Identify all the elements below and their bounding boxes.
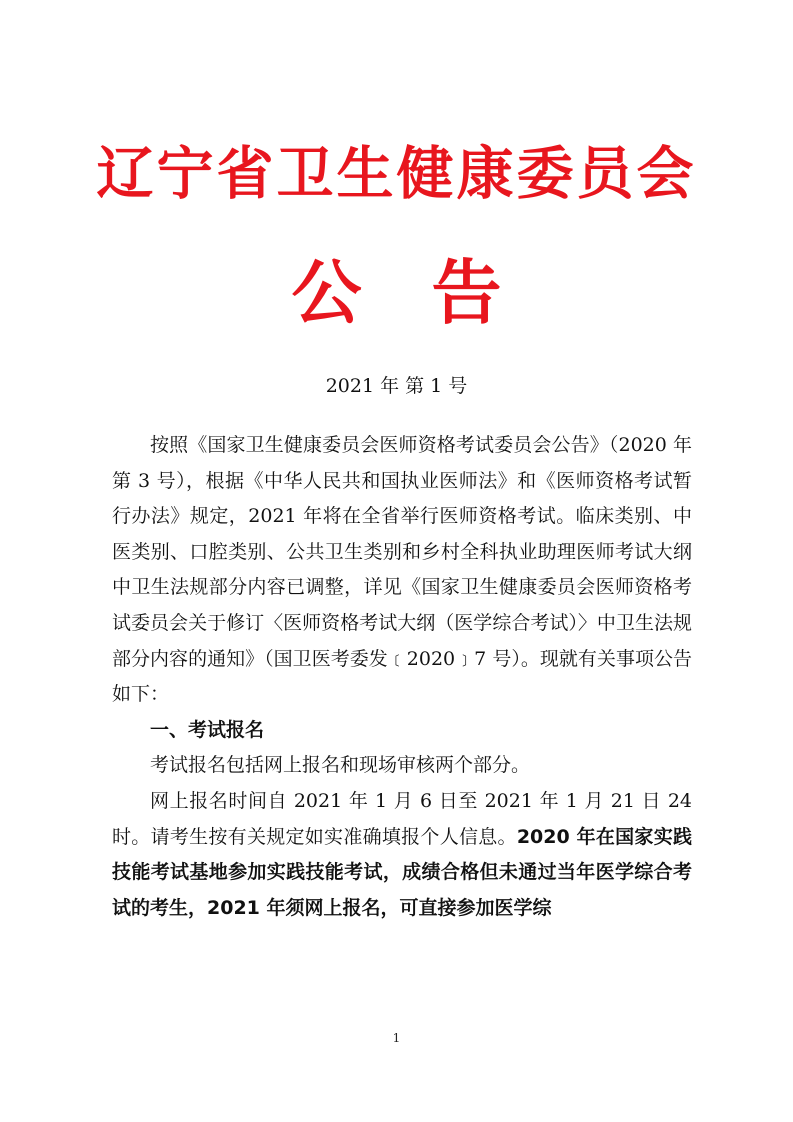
- page-number: 1: [392, 1031, 401, 1045]
- body-paragraph: 考试报名包括网上报名和现场审核两个部分。: [150, 754, 531, 777]
- intro-paragraph: 按照《国家卫生健康委员会医师资格考试委员会公告》（2020 年第 3 号），根据《中华人民共和国执业医师法》和《医师资格考试暂行办法》规定，2021 年将在全省举行医师资格考试。临床类别、中医类别、口腔类别、公共卫生类别和乡村全科执业助理医师考试大纲中卫生法规部分内容已调整，详见《国家卫生健康委员会医师资格考试委员会关于修订〈医师资格考试大纲（医学综合考试）〉中卫生法规部分内容的通知》（国卫医考委发﹝2020﹞7 号）。现就有关事项公告如下：: [112, 434, 692, 706]
- body-paragraph: [112, 784, 692, 926]
- emphasized-text: 2020 年在国家实践技能考试基地参加实践技能考试，成绩合格但未通过当年医学综合考试的考生，2021 年须网上报名，可直接参加医学综: [112, 825, 692, 919]
- document-type-char: 告: [431, 251, 502, 334]
- paragraph-text: 网上报名时间自 2021 年 1 月 6 日至 2021 年 1 月 21 日 24 时。请考生按有关规定如实准确填报个人信息。: [112, 789, 692, 848]
- section-heading: 一、考试报名: [150, 718, 265, 741]
- issuing-organization-title: 辽宁省卫生健康委员会: [96, 140, 697, 207]
- document-type-char: 公: [291, 251, 362, 334]
- document-body: [112, 428, 692, 926]
- document-number: 2021 年 第 1 号: [325, 375, 468, 397]
- document-type-title: [60, 250, 733, 336]
